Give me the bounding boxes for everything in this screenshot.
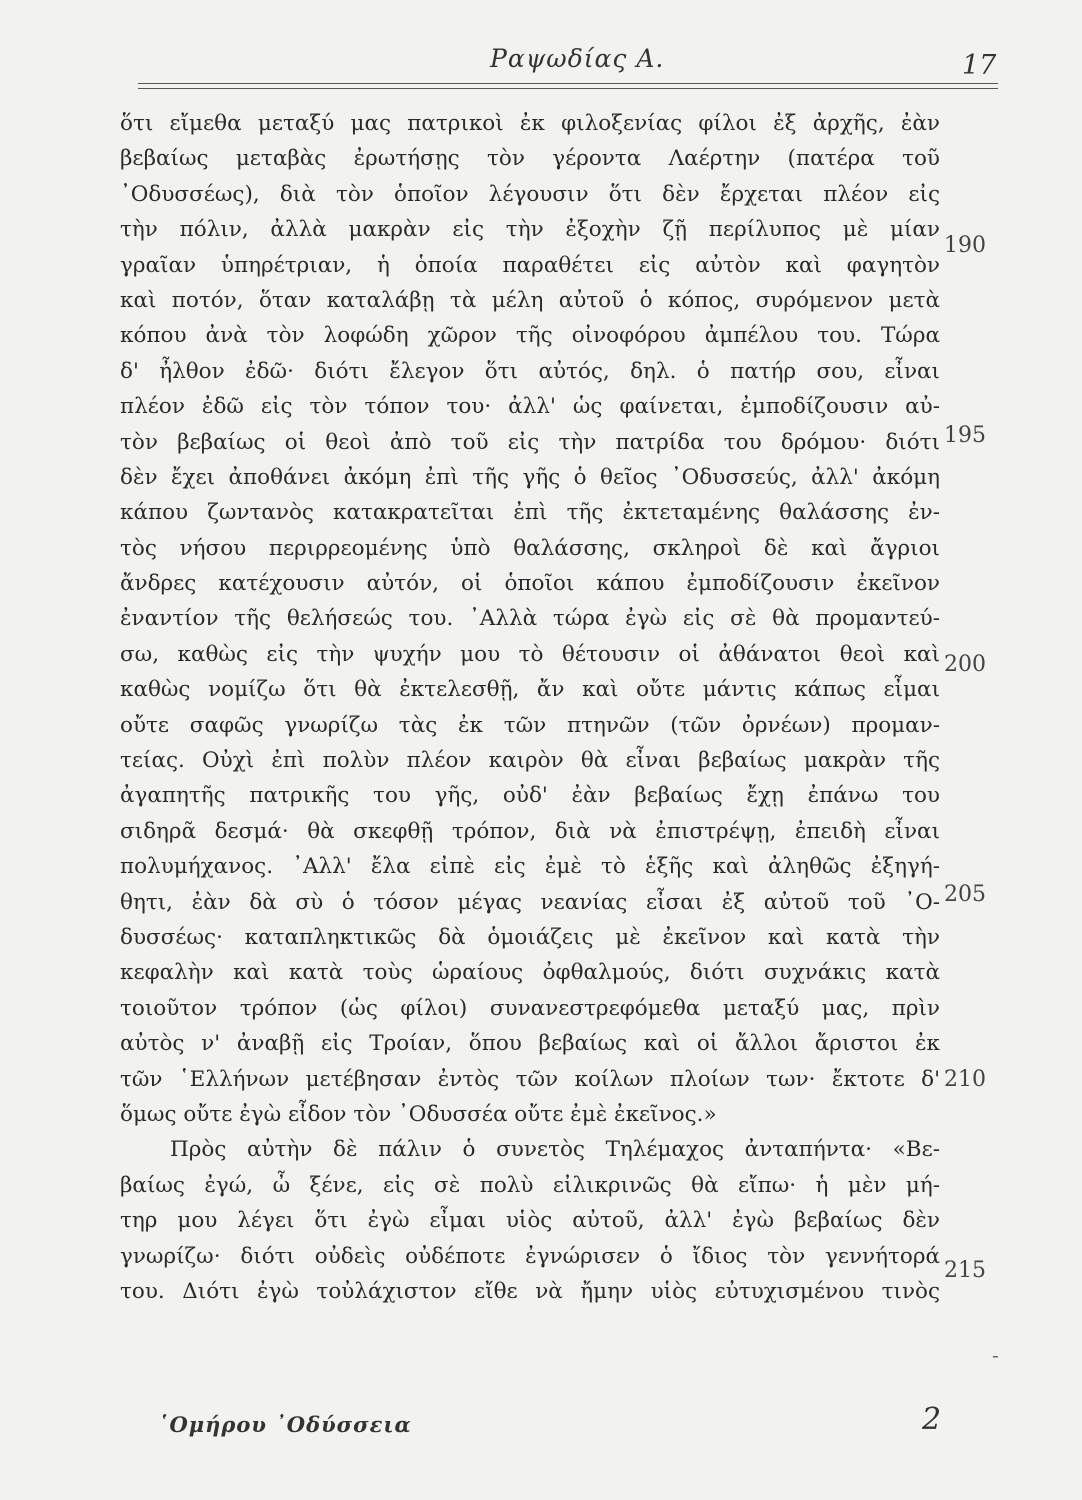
text-line: σιδηρᾶ δεσμά· θὰ σκεφθῇ τρόπον, διὰ νὰ ἐπιστρέψῃ, ἐπειδὴ εἶναι (120, 818, 940, 844)
text-line: δ' ἦλθον ἐδῶ· διότι ἔλεγον ὅτι αὐτός, δηλ. ὁ πατήρ σου, εἶναι (120, 358, 940, 384)
text-line: ἄνδρες κατέχουσιν αὐτόν, οἱ ὁποῖοι κάπου ἐμποδίζουσιν ἐκεῖνον (120, 571, 940, 597)
body-text (120, 106, 940, 1309)
text-line: τὸν βεβαίως οἱ θεοὶ ἀπὸ τοῦ εἰς τὴν πατρίδα του δρόμου· διότι (120, 429, 940, 455)
line-number: 210 (944, 1067, 986, 1092)
running-title: Ραψωδίας Α. (490, 44, 665, 73)
text-line: κάπου ζωντανὸς κατακρατεῖται ἐπὶ τῆς ἐκτεταμένης θαλάσσης ἐν- (120, 500, 940, 526)
text-line: αὐτὸς ν' ἀναβῇ εἰς Τροίαν, ὅπου βεβαίως καὶ οἱ ἄλλοι ἄριστοι ἐκ (120, 1031, 940, 1057)
text-line: ὅμως οὔτε ἐγὼ εἶδον τὸν ᾿Οδυσσέα οὔτε ἐμὲ ἐκεῖνος.» (120, 1101, 717, 1127)
text-line: τῶν ῾Ελλήνων μετέβησαν ἐντὸς τῶν κοίλων πλοίων των· ἔκτοτε δ' (120, 1066, 940, 1092)
text-line: πλέον ἐδῶ εἰς τὸν τόπον του· ἀλλ' ὡς φαίνεται, ἐμποδίζουσιν αὐ- (120, 394, 940, 420)
line-number: 205 (944, 882, 986, 907)
text-line: δυσσέως· καταπληκτικῶς δὰ ὁμοιάζεις μὲ ἐκεῖνον καὶ κατὰ τὴν (120, 924, 940, 950)
header-rule (138, 83, 998, 84)
text-line: τὴν πόλιν, ἀλλὰ μακρὰν εἰς τὴν ἐξοχὴν ζῇ περίλυπος μὲ μίαν (120, 217, 940, 243)
text-line: καθὼς νομίζω ὅτι θὰ ἐκτελεσθῇ, ἄν καὶ οὔτε μάντις κάπως εἶμαι (120, 677, 940, 703)
text-line: ὅτι εἴμεθα μεταξύ μας πατρικοὶ ἐκ φιλοξενίας φίλοι ἐξ ἀρχῆς, ἐὰν (120, 111, 940, 136)
text-line: γνωρίζω· διότι οὐδεὶς οὐδέποτε ἐγνώρισεν ὁ ἴδιος τὸν γεννήτορά (120, 1243, 940, 1269)
text-line: θητι, ἐὰν δὰ σὺ ὁ τόσον μέγας νεανίας εἶσαι ἐξ αὐτοῦ τοῦ ᾿Ο- (120, 889, 940, 915)
text-line: ἀγαπητῆς πατρικῆς του γῆς, οὐδ' ἐὰν βεβαίως ἔχῃ ἐπάνω του (120, 783, 940, 809)
text-line: γραῖαν ὑπηρέτριαν, ἡ ὁποία παραθέτει εἰς αὐτὸν καὶ φαγητὸν (120, 252, 940, 278)
text-line: δὲν ἔχει ἀποθάνει ἀκόμη ἐπὶ τῆς γῆς ὁ θεῖος ᾿Οδυσσεύς, ἀλλ' ἀκόμη (120, 464, 940, 490)
text-line: του. Διότι ἐγὼ τοὐλάχιστον εἴθε νὰ ἤμην υἱὸς εὐτυχισμένου τινὸς (120, 1278, 940, 1304)
text-line: πολυμήχανος. ᾿Αλλ' ἔλα εἰπὲ εἰς ἐμὲ τὸ ἑξῆς καὶ ἀληθῶς ἐξηγή- (120, 854, 940, 880)
footer-book-title: ῾Ομήρου ᾿Οδύσσεια (158, 1412, 412, 1437)
text-line: ᾿Οδυσσέως), διὰ τὸν ὁποῖον λέγουσιν ὅτι δὲν ἔρχεται πλέον εἰς (120, 181, 940, 207)
line-number: 215 (944, 1258, 986, 1283)
header-rule-thin (138, 88, 998, 89)
margin-mark: - (992, 1343, 999, 1367)
text-line: τείας. Οὐχὶ ἐπὶ πολὺν πλέον καιρὸν θὰ εἶναι βεβαίως μακρὰν τῆς (120, 748, 940, 774)
text-line: καὶ ποτόν, ὅταν καταλάβῃ τὰ μέλη αὐτοῦ ὁ κόπος, συρόμενον μετὰ (120, 287, 940, 313)
line-number: 190 (944, 233, 986, 258)
line-number: 200 (944, 652, 986, 677)
page-number: 17 (962, 50, 997, 81)
text-line: βαίως ἐγώ, ὦ ξένε, εἰς σὲ πολὺ εἰλικρινῶς θὰ εἴπω· ἡ μὲν μή- (120, 1172, 940, 1198)
text-line: βεβαίως μεταβὰς ἐρωτήσῃς τὸν γέροντα Λαέρτην (πατέρα τοῦ (120, 146, 940, 172)
text-line: ἐναντίον τῆς θελήσεώς του. ᾿Αλλὰ τώρα ἐγὼ εἰς σὲ θὰ προμαντεύ- (120, 606, 940, 632)
text-line: τὸς νήσου περιρρεομένης ὑπὸ θαλάσσης, σκληροὶ δὲ καὶ ἄγριοι (120, 535, 940, 561)
text-line: κεφαλὴν καὶ κατὰ τοὺς ὡραίους ὀφθαλμούς, διότι συχνάκις κατὰ (120, 960, 940, 986)
text-line: τοιοῦτον τρόπον (ὡς φίλοι) συνανεστρεφόμεθα μεταξύ μας, πρὶν (120, 995, 940, 1021)
text-line: σω, καθὼς εἰς τὴν ψυχήν μου τὸ θέτουσιν οἱ ἀθάνατοι θεοὶ καὶ (120, 641, 940, 667)
text-line: κόπου ἀνὰ τὸν λοφώδη χῶρον τῆς οἰνοφόρου ἀμπέλου του. Τώρα (120, 323, 940, 349)
text-line: Πρὸς αὐτὴν δὲ πάλιν ὁ συνετὸς Τηλέμαχος ἀνταπήντα· «Βε- (170, 1137, 940, 1163)
line-number: 195 (944, 423, 986, 448)
text-line: οὔτε σαφῶς γνωρίζω τὰς ἐκ τῶν πτηνῶν (τῶν ὀρνέων) προμαν- (120, 712, 940, 738)
signature-number: 2 (922, 1402, 942, 1437)
text-line: τηρ μου λέγει ὅτι ἐγὼ εἶμαι υἱὸς αὐτοῦ, ἀλλ' ἐγὼ βεβαίως δὲν (120, 1208, 940, 1234)
